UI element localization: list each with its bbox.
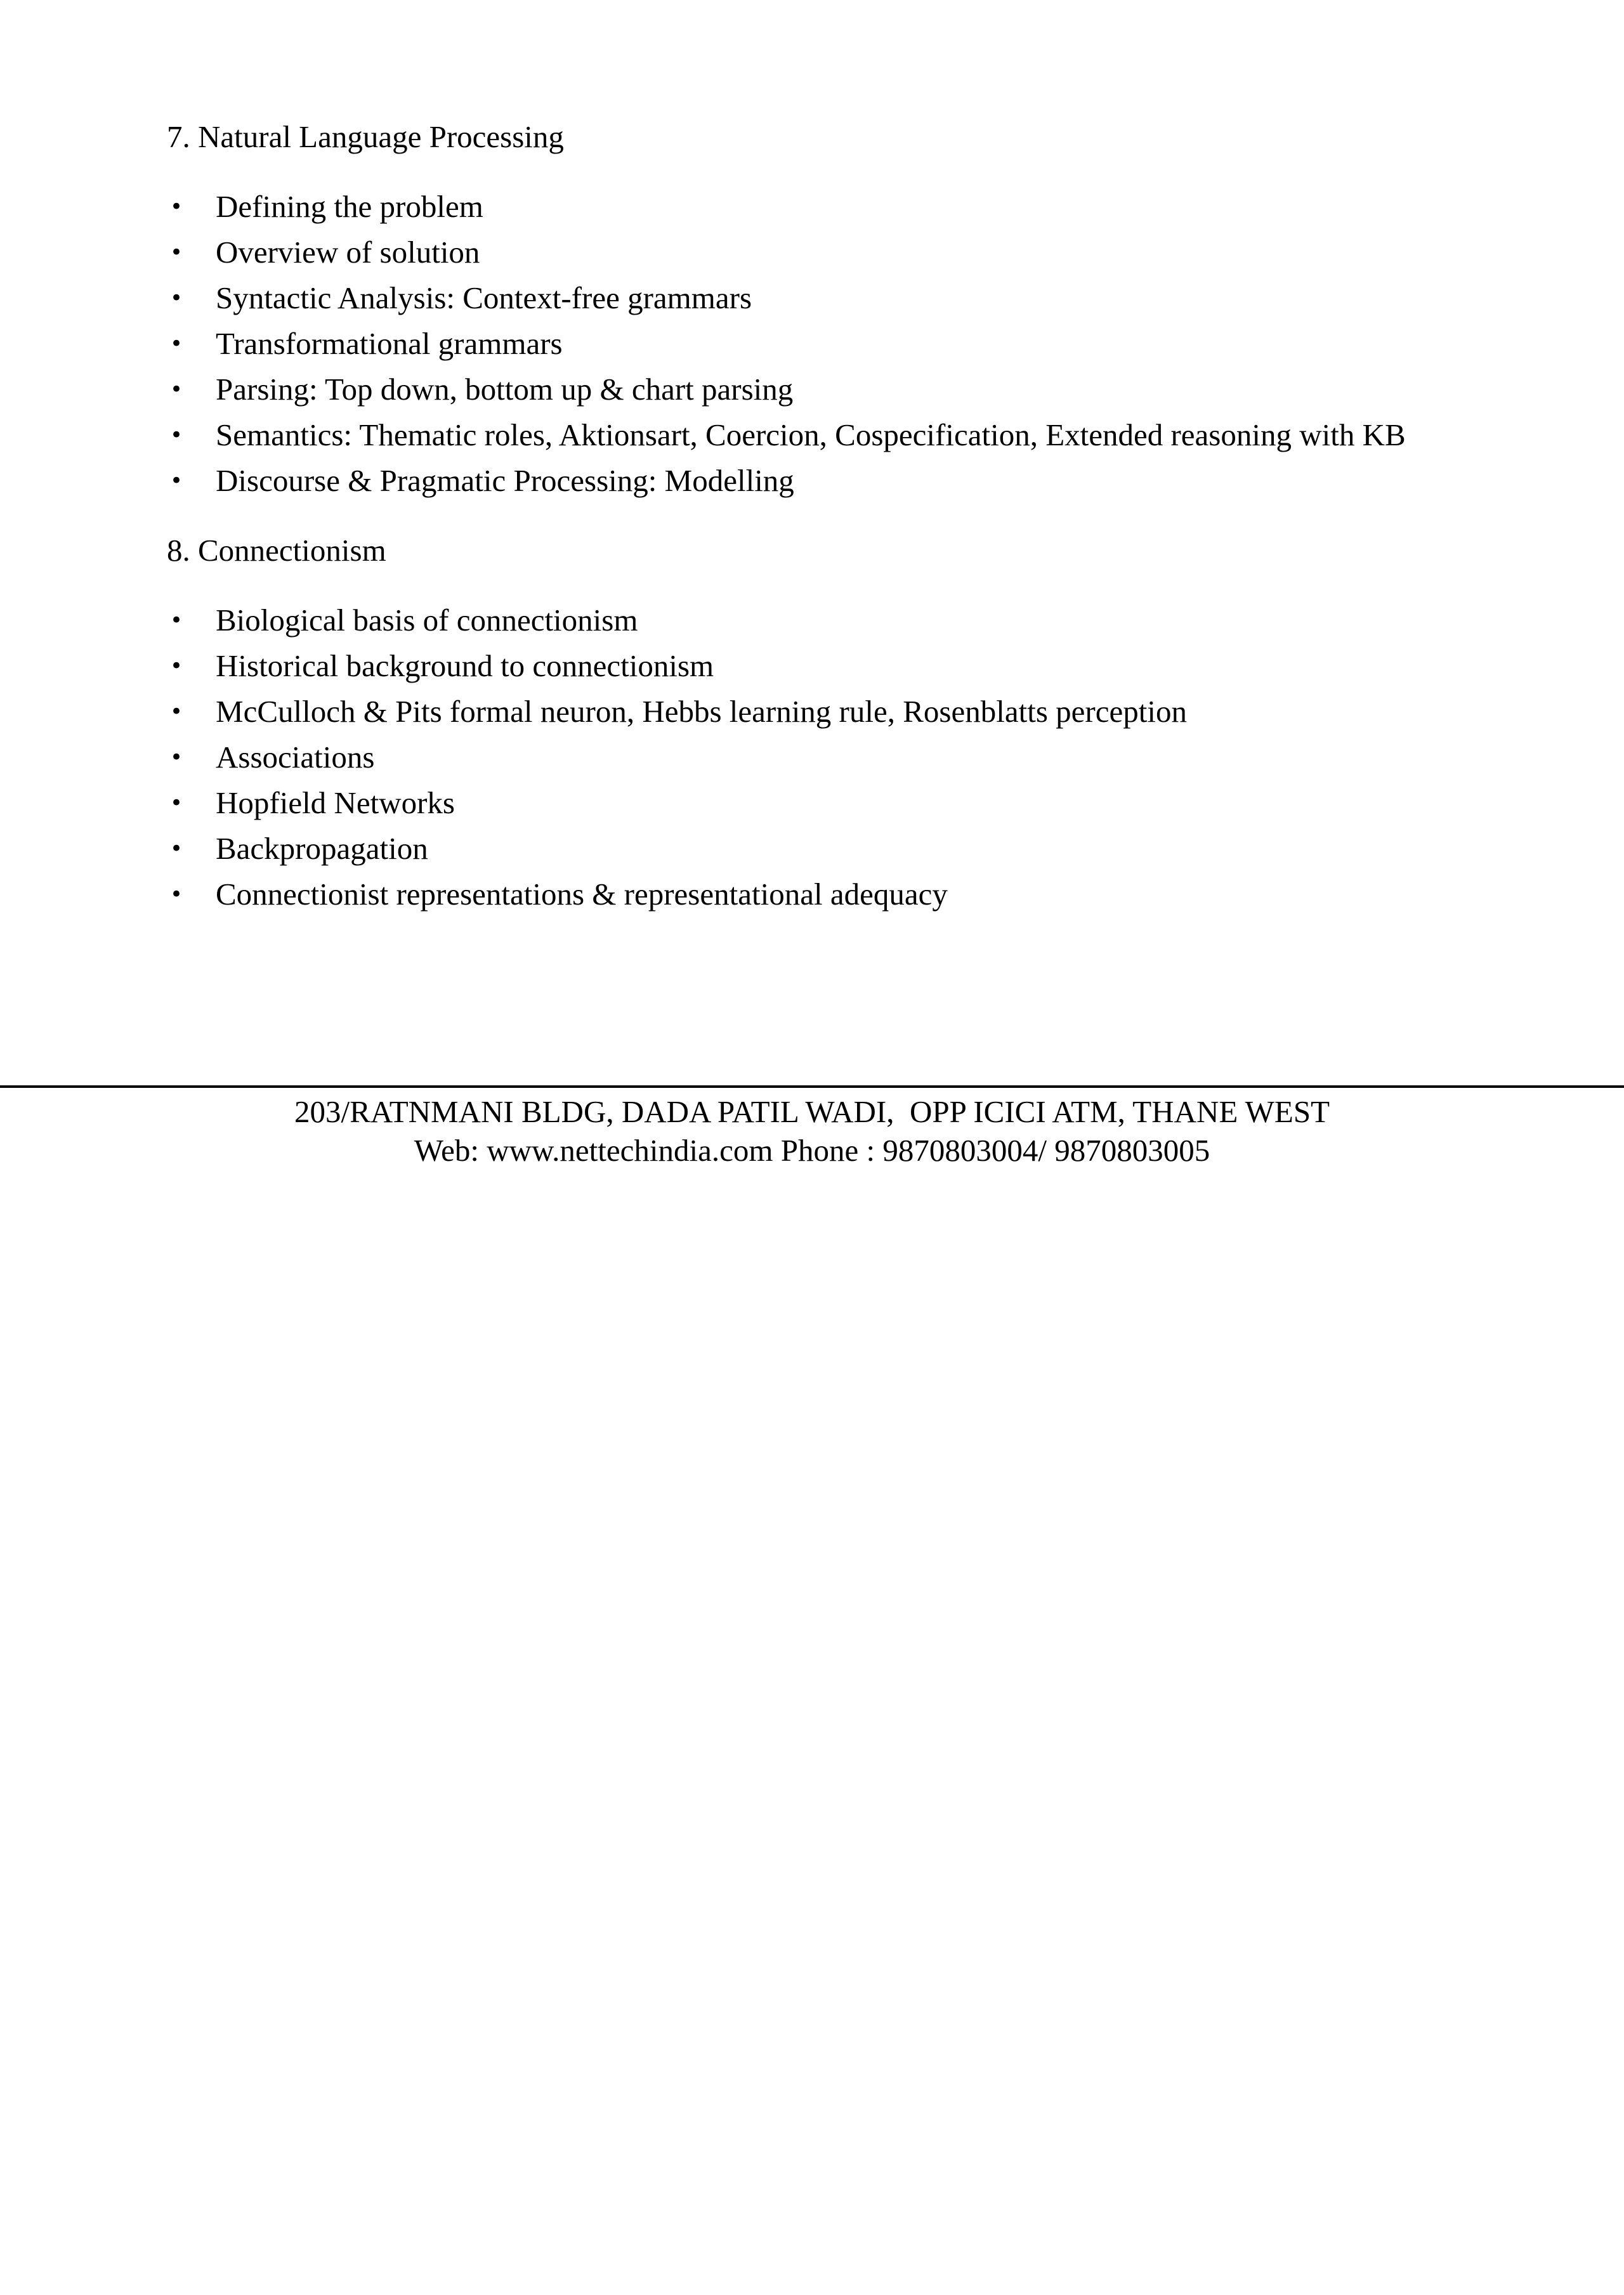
list-item <box>167 321 1562 367</box>
list-item <box>167 275 1562 321</box>
page-footer <box>0 1092 1624 1170</box>
list-item-text: Hopfield Networks <box>216 785 455 820</box>
list-item-text: Syntactic Analysis: Context-free grammars <box>216 280 752 315</box>
list-item <box>167 598 1562 643</box>
bullet-icon: • <box>169 882 183 907</box>
footer-contact: Web: www.nettechindia.com Phone : 9870803004/ 9870803005 <box>414 1133 1210 1168</box>
nlp-topic-list <box>167 184 1562 504</box>
connectionism-topic-list <box>167 598 1562 917</box>
footer-divider <box>0 1085 1624 1088</box>
list-item <box>167 230 1562 275</box>
bullet-icon: • <box>169 836 183 861</box>
list-item <box>167 184 1562 230</box>
list-item-text: Backpropagation <box>216 831 428 866</box>
footer-address: 203/RATNMANI BLDG, DADA PATIL WADI, OPP ICICI ATM, THANE WEST <box>294 1094 1330 1129</box>
list-item <box>167 735 1562 780</box>
bullet-icon: • <box>169 790 183 816</box>
list-item <box>167 780 1562 826</box>
bullet-icon: • <box>169 240 183 265</box>
section-heading-connectionism: 8. Connectionism <box>167 533 386 568</box>
bullet-icon: • <box>169 653 183 679</box>
list-item <box>167 872 1562 917</box>
bullet-icon: • <box>169 422 183 448</box>
list-item-text: Transformational grammars <box>216 326 563 361</box>
list-item-text: Associations <box>216 740 375 775</box>
list-item-text: Parsing: Top down, bottom up & chart parsing <box>216 372 794 407</box>
list-item <box>167 643 1562 689</box>
list-item-text: Biological basis of connectionism <box>216 603 638 638</box>
bullet-icon: • <box>169 699 183 724</box>
list-item-text: Discourse & Pragmatic Processing: Modelling <box>216 463 794 498</box>
list-item <box>167 826 1562 872</box>
list-item-text: Defining the problem <box>216 189 483 224</box>
bullet-icon: • <box>169 377 183 402</box>
list-item-text: McCulloch & Pits formal neuron, Hebbs learning rule, Rosenblatts perception <box>216 694 1187 729</box>
list-item-text: Historical background to connectionism <box>216 648 714 683</box>
list-item <box>167 458 1562 504</box>
document-body <box>167 114 1562 941</box>
bullet-icon: • <box>169 331 183 356</box>
list-item <box>167 689 1562 735</box>
bullet-icon: • <box>169 194 183 219</box>
list-item <box>167 367 1562 412</box>
bullet-icon: • <box>169 285 183 311</box>
list-item-text: Overview of solution <box>216 235 480 270</box>
bullet-icon: • <box>169 745 183 770</box>
bullet-icon: • <box>169 468 183 494</box>
list-item <box>167 412 1562 458</box>
bullet-icon: • <box>169 608 183 633</box>
section-heading-nlp: 7. Natural Language Processing <box>167 119 564 154</box>
list-item-text: Connectionist representations & representational adequacy <box>216 877 948 912</box>
list-item-text: Semantics: Thematic roles, Aktionsart, Coercion, Cospecification, Extended reasoning with KB <box>216 417 1406 452</box>
